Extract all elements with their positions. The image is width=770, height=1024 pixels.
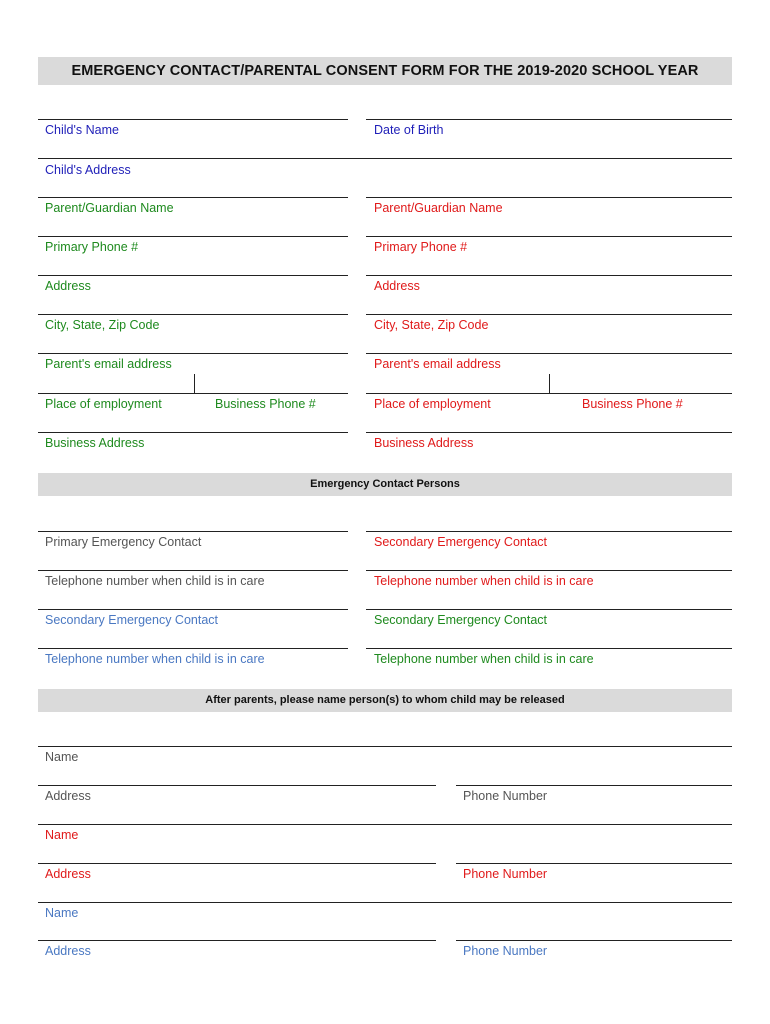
release-persons-heading: After parents, please name person(s) to whom child may be released	[38, 689, 732, 712]
parent2-name-label: Parent/Guardian Name	[374, 201, 503, 215]
release-person-1-name-label: Name	[45, 750, 79, 764]
primary-emergency-contact-line[interactable]	[38, 531, 348, 532]
primary-emergency-phone-label: Telephone number when child is in care	[45, 574, 265, 588]
parent2-business-phone-label: Business Phone #	[582, 397, 683, 411]
parent1-business-address-line[interactable]	[38, 432, 348, 433]
parent2-phone-label: Primary Phone #	[374, 240, 468, 254]
childs-address-line[interactable]	[38, 158, 732, 159]
right-emergency-phone-label-1: Telephone number when child is in care	[374, 574, 594, 588]
parent2-employment-label: Place of employment	[374, 397, 491, 411]
release-person-2-address-label: Address	[45, 867, 91, 881]
secondary-emergency-contact-label: Secondary Emergency Contact	[45, 613, 219, 627]
release-person-3-address-label: Address	[45, 944, 91, 958]
parent1-phone-label: Primary Phone #	[45, 240, 139, 254]
parent2-business-address-label: Business Address	[374, 436, 474, 450]
parent1-email-line[interactable]	[38, 353, 348, 354]
emergency-contacts-heading: Emergency Contact Persons	[38, 473, 732, 496]
parent2-employment-divider	[549, 374, 550, 394]
parent1-city-label: City, State, Zip Code	[45, 318, 160, 332]
release-person-1-address-line[interactable]	[38, 785, 436, 786]
parent1-name-label: Parent/Guardian Name	[45, 201, 174, 215]
parent1-employment-label: Place of employment	[45, 397, 162, 411]
right-emergency-contact-label-2: Secondary Emergency Contact	[374, 613, 548, 627]
childs-name-label: Child's Name	[45, 123, 119, 137]
parent2-city-label: City, State, Zip Code	[374, 318, 489, 332]
parent2-city-line[interactable]	[366, 314, 732, 315]
parent2-address-line[interactable]	[366, 275, 732, 276]
parent2-email-line[interactable]	[366, 353, 732, 354]
parent1-city-line[interactable]	[38, 314, 348, 315]
parent2-phone-line[interactable]	[366, 236, 732, 237]
release-person-3-phone-label: Phone Number	[463, 944, 548, 958]
right-emergency-contact-line-2[interactable]	[366, 609, 732, 610]
right-emergency-phone-line-1[interactable]	[366, 570, 732, 571]
parent1-email-label: Parent's email address	[45, 357, 172, 371]
parent2-name-line[interactable]	[366, 197, 732, 198]
right-emergency-phone-line-2[interactable]	[366, 648, 732, 649]
date-of-birth-line[interactable]	[366, 119, 732, 120]
parent1-business-phone-label: Business Phone #	[215, 397, 316, 411]
release-person-3-address-line[interactable]	[38, 940, 436, 941]
childs-address-label: Child's Address	[45, 163, 131, 177]
release-person-3-name-line[interactable]	[38, 902, 732, 903]
release-person-1-phone-label: Phone Number	[463, 789, 548, 803]
release-person-3-name-label: Name	[45, 906, 79, 920]
childs-name-line[interactable]	[38, 119, 348, 120]
primary-emergency-phone-line[interactable]	[38, 570, 348, 571]
release-person-1-address-label: Address	[45, 789, 91, 803]
parent2-email-label: Parent's email address	[374, 357, 501, 371]
release-person-2-address-line[interactable]	[38, 863, 436, 864]
parent1-address-label: Address	[45, 279, 91, 293]
release-person-2-name-label: Name	[45, 828, 79, 842]
right-emergency-contact-label-1: Secondary Emergency Contact	[374, 535, 548, 549]
secondary-emergency-contact-line[interactable]	[38, 609, 348, 610]
release-person-2-phone-label: Phone Number	[463, 867, 548, 881]
primary-emergency-contact-label: Primary Emergency Contact	[45, 535, 202, 549]
release-person-2-phone-line[interactable]	[456, 863, 732, 864]
parent2-business-address-line[interactable]	[366, 432, 732, 433]
parent1-address-line[interactable]	[38, 275, 348, 276]
release-person-1-name-line[interactable]	[38, 746, 732, 747]
right-emergency-contact-line-1[interactable]	[366, 531, 732, 532]
parent2-employment-line[interactable]	[366, 393, 732, 394]
date-of-birth-label: Date of Birth	[374, 123, 444, 137]
release-person-1-phone-line[interactable]	[456, 785, 732, 786]
parent1-business-address-label: Business Address	[45, 436, 145, 450]
release-person-2-name-line[interactable]	[38, 824, 732, 825]
secondary-emergency-phone-label: Telephone number when child is in care	[45, 652, 265, 666]
parent1-employment-line[interactable]	[38, 393, 348, 394]
parent1-phone-line[interactable]	[38, 236, 348, 237]
release-person-3-phone-line[interactable]	[456, 940, 732, 941]
parent2-address-label: Address	[374, 279, 420, 293]
secondary-emergency-phone-line[interactable]	[38, 648, 348, 649]
parent1-name-line[interactable]	[38, 197, 348, 198]
form-title: EMERGENCY CONTACT/PARENTAL CONSENT FORM FOR THE 2019-2020 SCHOOL YEAR	[38, 57, 732, 85]
right-emergency-phone-label-2: Telephone number when child is in care	[374, 652, 594, 666]
parent1-employment-divider	[194, 374, 195, 394]
